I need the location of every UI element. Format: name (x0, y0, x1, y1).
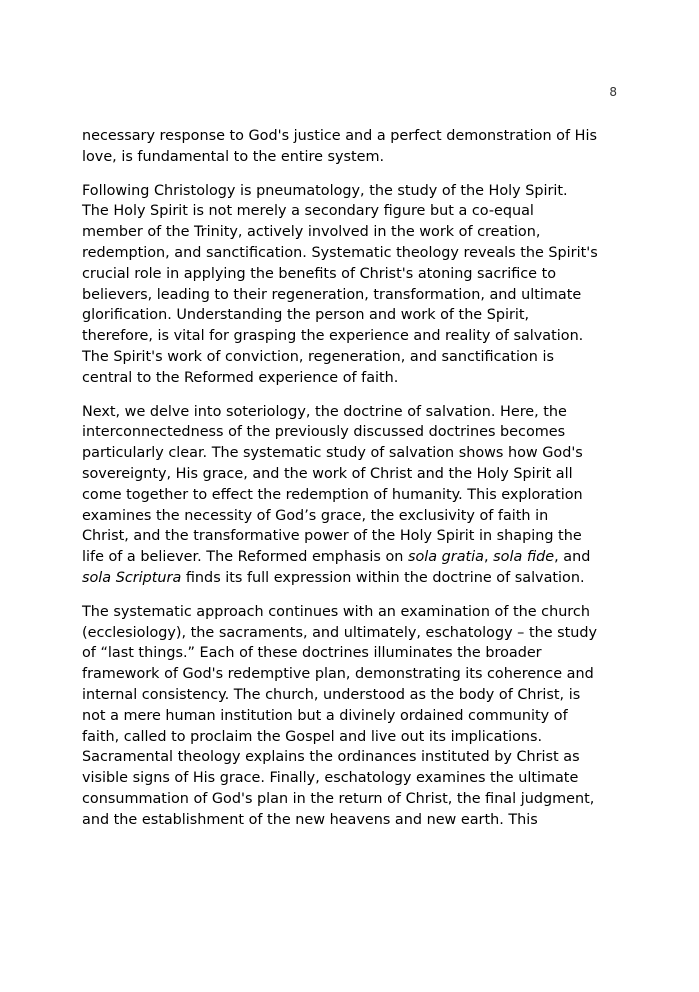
text-line: particularly clear. The systematic study of salvation shows how God's (82, 445, 583, 462)
paragraph (82, 181, 622, 389)
text-line: interconnectedness of the previously discussed doctrines becomes (82, 424, 566, 441)
text-run: , and (554, 549, 591, 566)
text-line: Next, we delve into soteriology, the doctrine of salvation. Here, the (82, 403, 567, 420)
text-line: believers, leading to their regeneration, transformation, and ultimate (82, 286, 582, 303)
text-line: Christ, and the transformative power of the Holy Spirit in shaping the (82, 528, 582, 545)
latin-phrase: sola fide (493, 549, 555, 566)
text-line: necessary response to God's justice and a perfect demonstration of His (82, 128, 597, 144)
latin-phrase: sola Scriptura (82, 569, 182, 586)
latin-phrase: sola gratia (407, 549, 484, 566)
text-run: life of a believer. The Reformed emphasis on (82, 549, 408, 566)
text-line: love, is fundamental to the entire system. (82, 148, 385, 165)
text-line: Sacramental theology explains the ordinances instituted by Christ as (82, 749, 580, 766)
text-line: Following Christology is pneumatology, the study of the Holy Spirit. (82, 182, 568, 199)
body-text (82, 126, 622, 844)
text-line: visible signs of His grace. Finally, eschatology examines the ultimate (82, 770, 579, 787)
text-line: and the establishment of the new heavens and new earth. This (82, 811, 538, 828)
text-line: framework of God's redemptive plan, demonstrating its coherence and (82, 666, 594, 683)
text-line: consummation of God's plan in the return of Christ, the final judgment, (82, 790, 595, 807)
text-line: crucial role in applying the benefits of Christ's atoning sacrifice to (82, 265, 557, 282)
text-line: redemption, and sanctification. Systematic theology reveals the Spirit's (82, 244, 598, 261)
paragraph (82, 402, 622, 589)
text-line: come together to effect the redemption of humanity. This exploration (82, 486, 583, 503)
text-line: of “last things.” Each of these doctrines illuminates the broader (82, 645, 542, 662)
text-line: not a mere human institution but a divinely ordained community of (82, 707, 568, 724)
text-line: The systematic approach continues with an examination of the church (82, 603, 590, 620)
text-line: (ecclesiology), the sacraments, and ultimately, eschatology – the study (82, 624, 598, 641)
text-line: The Holy Spirit is not merely a secondary figure but a co-equal (82, 203, 534, 220)
paragraph (82, 126, 622, 168)
paragraph (82, 602, 622, 831)
text-line: internal consistency. The church, understood as the body of Christ, is (82, 686, 581, 703)
text-line (82, 547, 622, 568)
text-line: therefore, is vital for grasping the experience and reality of salvation. (82, 328, 584, 345)
text-line: examines the necessity of God’s grace, the exclusivity of faith in (82, 507, 549, 524)
text-line: member of the Trinity, actively involved in the work of creation, (82, 224, 541, 241)
text-line: central to the Reformed experience of faith. (82, 369, 399, 386)
text-line: faith, called to proclaim the Gospel and live out its implications. (82, 728, 543, 745)
text-run: , (483, 549, 494, 566)
page-number: 8 (609, 85, 617, 99)
text-line (82, 568, 622, 589)
text-run: finds its full expression within the doctrine of salvation. (181, 569, 585, 586)
text-line: glorification. Understanding the person and work of the Spirit, (82, 307, 530, 324)
text-line: The Spirit's work of conviction, regeneration, and sanctification is (82, 348, 554, 365)
text-line: sovereignty, His grace, and the work of Christ and the Holy Spirit all (82, 465, 573, 482)
